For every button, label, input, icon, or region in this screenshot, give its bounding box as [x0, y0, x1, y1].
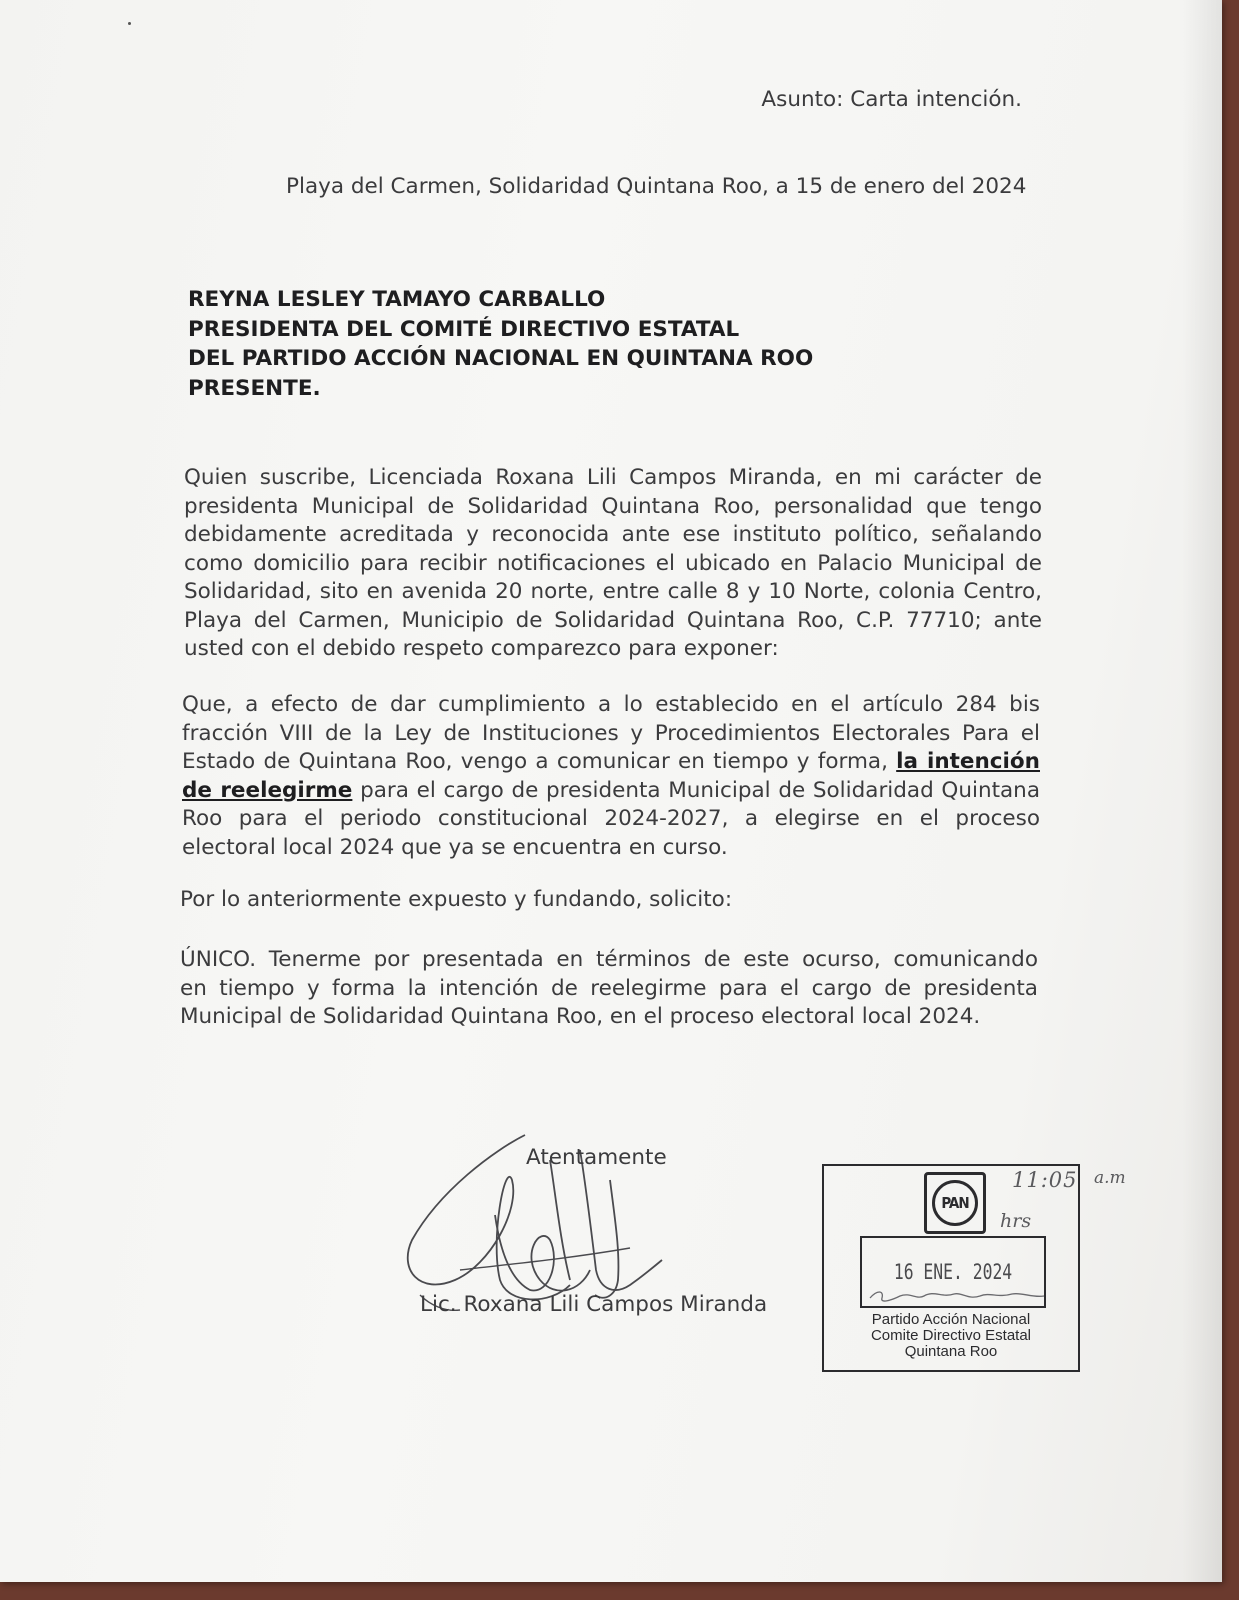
stamp-organization: [824, 1312, 1078, 1360]
handwritten-time: 11:05: [1012, 1168, 1078, 1192]
paragraph-line: Playa del Carmen, Municipio de Solidaridad Quintana Roo, C.P. 77710; ante: [184, 607, 1042, 633]
subject-line: Asunto: Carta intención.: [761, 87, 1022, 112]
paragraph-line: presidenta Municipal de Solidaridad Quintana Roo, personalidad que tengo: [184, 493, 1042, 519]
paragraph-line: ÚNICO. Tenerme por presentada en términos de este ocurso, comunicando: [180, 947, 1038, 972]
paragraph-statement: [182, 691, 1040, 862]
paragraph-request: [180, 946, 1038, 1032]
paragraph-line: [182, 748, 1040, 777]
emphasis-text: de reelegirme: [182, 777, 353, 803]
paragraph-request-intro: Por lo anteriormente expuesto y fundando, solicito:: [180, 887, 733, 912]
emphasis-text: la intención: [896, 749, 1040, 774]
handwritten-am: a.m: [1094, 1168, 1126, 1188]
place-date-line: Playa del Carmen, Solidaridad Quintana Roo, a 15 de enero del 2024: [286, 174, 1027, 199]
reception-stamp: [822, 1164, 1080, 1372]
logo-text: PAN: [941, 1194, 969, 1212]
stamp-org-line: Partido Acción Nacional: [871, 1311, 1031, 1328]
speck-mark: [128, 22, 131, 25]
addressee-line: PRESENTE.: [188, 375, 321, 401]
paragraph-line: usted con el debido respeto comparezco para exponer:: [184, 636, 779, 661]
paragraph-line: Solidaridad, sito en avenida 20 norte, entre calle 8 y 10 Norte, colonia Centro,: [184, 579, 1042, 604]
paragraph-line: [182, 777, 1040, 806]
stamp-org-line: Comite Directivo Estatal: [870, 1327, 1032, 1344]
pan-logo-icon: [924, 1172, 986, 1234]
stamp-date: 16 ENE. 2024: [893, 1260, 1013, 1284]
handwritten-initials: [862, 1284, 1048, 1306]
addressee-line: DEL PARTIDO ACCIÓN NACIONAL EN QUINTANA ROO: [188, 346, 814, 371]
paragraph-line: fracción VIII de la Ley de Instituciones y Procedimientos Electorales Para el: [182, 720, 1040, 746]
stamp-date-box: [860, 1236, 1046, 1308]
paragraph-line: Que, a efecto de dar cumplimiento a lo establecido en el artículo 284 bis: [182, 692, 1040, 717]
closing-salutation: Atentamente: [526, 1145, 667, 1170]
signer-name: Lic. Roxana Lili Campos Miranda: [420, 1292, 768, 1317]
paragraph-line: debidamente acreditada y reconocida ante ese instituto político, señalando: [184, 522, 1042, 547]
addressee-line: REYNA LESLEY TAMAYO CARBALLO: [188, 287, 606, 312]
paragraph-line: Roo para el periodo constitucional 2024-2027, a elegirse en el proceso: [182, 806, 1040, 831]
handwritten-hrs: hrs: [1000, 1210, 1032, 1232]
addressee-line: PRESIDENTA DEL COMITÉ DIRECTIVO ESTATAL: [188, 316, 740, 342]
paragraph-line: como domicilio para recibir notificaciones el ubicado en Palacio Municipal de: [184, 550, 1042, 576]
addressee-block: [188, 285, 813, 403]
paragraph-line: Municipal de Solidaridad Quintana Roo, en el proceso electoral local 2024.: [180, 1004, 981, 1029]
paragraph-text: Estado de Quintana Roo, vengo a comunicar en tiempo y forma,: [182, 749, 888, 774]
page-edge-shadow: [1182, 0, 1222, 1582]
paragraph-line: en tiempo y forma la intención de reelegirme para el cargo de presidenta: [180, 975, 1038, 1001]
paragraph-text: para el cargo de presidenta Municipal de Solidaridad Quintana: [360, 777, 1040, 803]
stamp-org-line: Quintana Roo: [904, 1343, 998, 1360]
paragraph-line: Quien suscribe, Licenciada Roxana Lili Campos Miranda, en mi carácter de: [184, 465, 1042, 490]
paragraph-line: electoral local 2024 que ya se encuentra en curso.: [182, 834, 728, 860]
paragraph-intro: [184, 464, 1042, 664]
